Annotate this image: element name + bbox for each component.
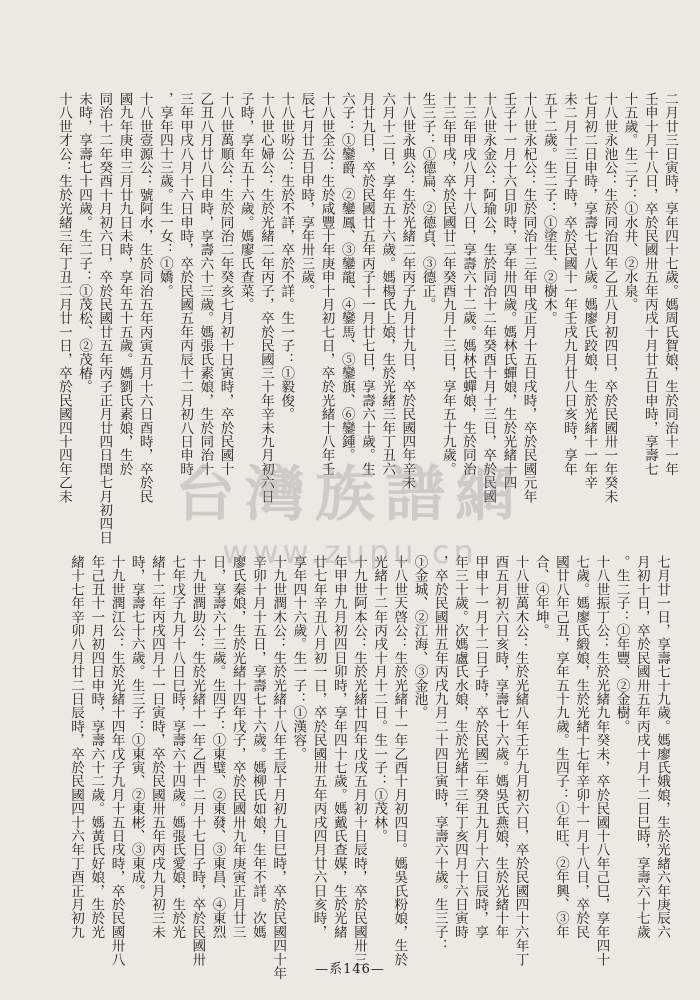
text-column: 月初十日，卒於民國卅五年丙戌十月十二日巳時，享壽六十七歲	[633, 555, 650, 939]
text-column: 壬子十一月十六日卯時，享年卅四歲。媽林氏蟬娘，生於光緒十四	[500, 92, 517, 490]
text-column: 生三子：①德扁、②德貞、③德正。	[419, 92, 436, 312]
text-column: 年甲申九月初四日卯時，享年四十七歲。媽戴氏查媒，生於光緒	[330, 555, 347, 939]
text-column: 二月廿三日寅時，享年四十七歲。媽周氏賀娘，生於同治十一年	[662, 92, 678, 476]
text-column: 三年甲戌八月十六日申時，卒於民國五年丙辰十二月初八日申時	[177, 92, 194, 476]
text-column: 合、④年坤。	[532, 555, 549, 638]
text-column: 十八世吩公：生於不詳，卒於不詳。生一子：①毅俊。	[278, 92, 295, 421]
text-column: 十八世萬順公：生於同治二年癸亥七月初十日寅時，卒於民國十	[217, 92, 234, 476]
text-column: 。生二子：①年豐、②金樹。	[613, 555, 630, 734]
text-column: 同治十二年癸酉十月初六日，卒於民國廿五年丙子正月廿四日閏七月初四日	[96, 92, 113, 545]
text-column: 年己丑十一月初四日申時，享壽六十二歲。媽黃氏好娘，生於光	[88, 555, 105, 939]
text-column: 國九年庚申三月廿九日未時，享年五十五歲。媽劉氏素娘，生於	[116, 92, 133, 476]
text-column: 享年四十六歲。生一子：①漢容。	[290, 555, 307, 761]
watermark-text: 台灣族譜網	[175, 460, 525, 530]
text-column: 甲申十一月十二日子時，卒於民國二年癸丑九月十六日辰時，享	[472, 555, 489, 939]
text-column: 緒十二年丙戌四月十一日寅時，卒於民國卅五年丙戌九月初三未	[148, 555, 165, 939]
text-column: 五十二歲。生二子：①塗生、②樹木。	[540, 92, 557, 325]
text-column: 六月十二日，享年五十六歲。媽楊氏上娘，生於光緒三年丁丑六	[379, 92, 396, 476]
text-column: 十八世振丁公：生於光緒九年癸未，卒於民國十八年己巳，享年四十	[593, 555, 610, 966]
text-column: ，享年四十三歲。生一女：①嬌。	[156, 92, 173, 298]
text-column: 六子：①鑾爵、②鑾鳳、③鑾龍、④鑾馬、⑤鑾旗、⑥鑾鍾。	[338, 92, 355, 462]
text-column: 十三年甲戌，卒於民國廿二年癸酉九月十三日，享年五十九歲。	[439, 92, 456, 476]
text-column: 十八世萬木公：生於光緒八年壬午九月初六日，卒於民國四十六年丁	[512, 555, 529, 966]
text-column: 十八世心婦公：生於光緒二年丙子，卒於民國三十年辛未九月初六日	[257, 92, 274, 503]
text-column: 酉五月初六日亥時，享壽七十六歲。媽吳氏燕娘，生於光緒十年	[492, 555, 509, 939]
text-column: 國廿八年己丑，享年五十九歲。生四子：①年旺、②年興、③年	[552, 555, 569, 939]
text-column: 十九世潤江公：生於光緒十四年戊子九月十五日戌時，卒於民國卅八	[108, 555, 125, 966]
text-column: 十八世才公：生於光緒三年丁丑二月廿一日，卒於民國四十四年乙未	[55, 92, 72, 503]
text-column: 廿七年辛丑八月初一日，卒於民國卅五年丙戌四月廿六日亥時，	[310, 555, 327, 939]
text-column: 時，享壽七十六歲。生三子：①東寅、②東彬、③東成。	[128, 555, 145, 898]
text-column: 七月廿一日，享壽七十九歲。媽廖氏娥娘，生於光緒六年庚辰六	[654, 555, 670, 939]
text-column: 未二月十三日子時，卒於民國十一年壬戌九月廿八日亥時，享年	[560, 92, 577, 476]
text-column: 未時，享壽七十四歲。生二子：①茂松、②茂椿。	[76, 92, 93, 394]
text-column: 年三十歲。次媽盧氏水娘，生於光緒十三年丁亥四月十六日寅時	[451, 555, 468, 939]
text-column: ①金城、②江海、③金池。	[411, 555, 428, 720]
text-column: 辰七月廿五日申時，享年卅三歲。	[298, 92, 315, 298]
text-column: 壬申十月十八日，卒於民國卅五年丙戌十月廿五日申時，享壽七	[641, 92, 658, 476]
text-column: 廖氏秦娘，生於光緒十四年戊子，卒於民國卅九年庚寅正月廿三	[229, 555, 246, 939]
text-column: 光緒十二年丙戌十月十二日。生一子：①茂林。	[371, 555, 388, 843]
watermark-url: www.zupu.cn	[222, 533, 478, 571]
text-column: 十八世永金公：阿瑜公，生於同治十二年癸酉十月十三日，卒於民國	[480, 92, 497, 503]
text-column: 十九世潤助公：生於光緒十一年乙酉十二月十七日子時，卒於民國卅	[189, 555, 206, 966]
text-column: 十八世永典公：生於光緒二年丙子九月廿九日，卒於民國四年辛未	[399, 92, 416, 490]
text-column: 十八世永杞公：生於同治十三年甲戌正月十五日戌時，卒於民國元年	[520, 92, 537, 503]
text-column: 辛卯十月十五日，享壽七十六歲。媽柳氏如娘，生年不詳。次媽	[249, 555, 266, 939]
text-column: 乙丑八月廿八日申時，享壽六十三歲。媽張氏素娘，生於同治十	[197, 92, 214, 476]
text-column: 七月初二日申時，享壽七十八歲。媽廖氏跤娘，生於光緒十一年辛	[581, 92, 598, 490]
text-column: 十八世天啓公：生於光緒十一年乙酉十月初四日。媽吳氏粉娘，生於	[391, 555, 408, 966]
text-column: 十九世阿本公：生於光緒廿四年戊戌五月初十日辰時，卒於民國卅三	[350, 555, 367, 966]
text-column: 七歲。媽廖氏緞娘，生於光緒十七年辛卯十一月十八日，卒於民	[573, 555, 590, 939]
text-column: 十五歲。生二子：①水井、②水泉。	[621, 92, 638, 312]
text-column: 十三年甲戌八月十八日，享壽六十二歲。媽林氏蟬娘，生於同治	[459, 92, 476, 476]
text-column: 十八世永池公：生於同治四年乙丑八月初四日，卒於民國卅一年癸未	[601, 92, 618, 503]
text-column: 月廿九日，卒於民國廿五年丙子十一月廿七日，享壽六十歲。生	[358, 92, 375, 476]
text-block-top	[54, 92, 680, 545]
text-column: 十八世全公：生於咸豐十年庚申十月初七日，卒於光緒十八年壬	[318, 92, 335, 476]
text-column: 子時，享年五十六歲。媽廖氏查菜。	[237, 92, 254, 312]
text-column: 日，享壽六十三歲。生四子：①東璧、②東發、③東昌、④東烈	[209, 555, 226, 939]
text-column: 十九世潤木公：生於光緒十八年壬辰十月初九日巳時，卒於民國四十年	[270, 555, 287, 980]
text-column: 緒十七年辛卯八月廿二日辰時，卒於民國四十六年丁酉正月初九	[68, 555, 85, 939]
page-number: —系146—	[315, 962, 385, 977]
text-column: ，卒於民國卅五年丙戌九月二十四日寅時，享壽六十歲。生三子：	[431, 555, 448, 953]
text-column: 十八世壹源公：號阿水，生於同治五年丙寅五月十六日酉時，卒於民	[136, 92, 153, 503]
text-column: 七年戊子九月十八日巳時，享壽六十四歲。媽張氏愛娘，生於光	[169, 555, 186, 939]
